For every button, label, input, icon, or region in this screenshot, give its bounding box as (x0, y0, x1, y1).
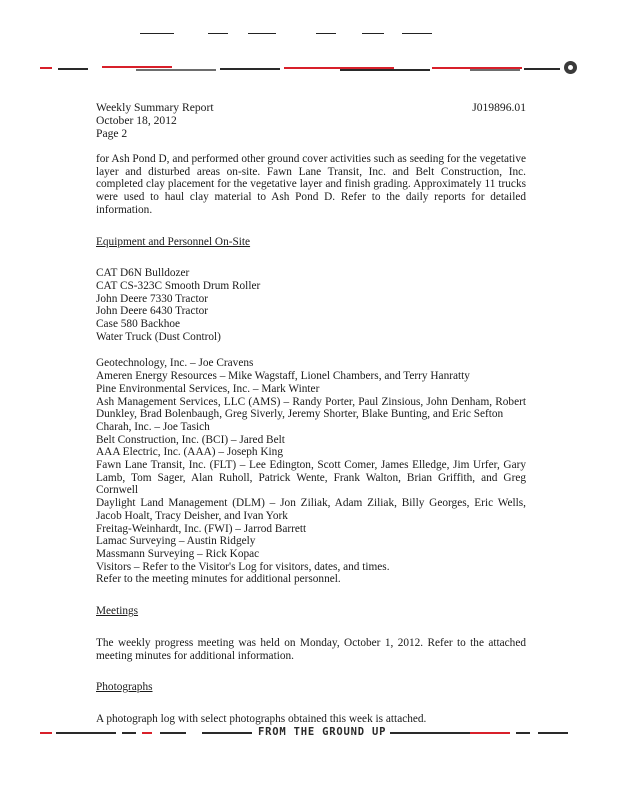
meetings-heading: Meetings (96, 605, 139, 618)
list-item: Massmann Surveying – Rick Kopac (96, 547, 260, 560)
report-date: October 18, 2012 (96, 113, 177, 127)
list-item: Water Truck (Dust Control) (96, 330, 221, 343)
list-item: Pine Environmental Services, Inc. – Mark Winter (96, 382, 320, 395)
page-footer (40, 726, 570, 740)
letterhead-rule (40, 66, 565, 71)
list-item: Freitag-Weinhardt, Inc. (FWI) – Jarrod Barrett (96, 522, 307, 535)
list-item: Refer to the meeting minutes for additional personnel. (96, 573, 341, 586)
equipment-heading: Equipment and Personnel On-Site (96, 235, 251, 248)
list-item: Visitors – Refer to the Visitor's Log for visitors, dates, and times. (96, 560, 390, 573)
personnel-list (96, 357, 526, 586)
list-item: John Deere 7330 Tractor (96, 292, 209, 305)
list-item: Charah, Inc. – Joe Tasich (96, 420, 210, 433)
report-body (96, 153, 526, 726)
page-number: Page 2 (96, 126, 128, 140)
list-item: Belt Construction, Inc. (BCI) – Jared Belt (96, 433, 285, 446)
list-item: Geotechnology, Inc. – Joe Cravens (96, 357, 254, 370)
top-decorative-dashes (140, 33, 440, 37)
list-item: Case 580 Backhoe (96, 318, 181, 331)
page-header (96, 102, 526, 140)
list-item: AAA Electric, Inc. (AAA) – Joseph King (96, 446, 283, 459)
meetings-paragraph: The weekly progress meeting was held on Monday, October 1, 2012. Refer to the attached meeting minutes for additional information. (96, 636, 526, 662)
letterhead-logo-mark (564, 61, 577, 74)
intro-paragraph: for Ash Pond D, and performed other ground cover activities such as seeding for the vegetative layer and disturbed areas on-site. Fawn Lane Transit, Inc. and Belt Construction, Inc. completed clay placement for the vegetative layer and finish grading. Approximately 11 trucks were used to haul clay material to Ash Pond D. Refer to the daily reports for detailed information. (96, 153, 526, 216)
list-item: Daylight Land Management (DLM) – Jon Ziliak, Adam Ziliak, Billy Georges, Eric Wells, Jacob Hoalt, Tracy Deisher, and Ivan York (96, 497, 526, 522)
equipment-list (96, 267, 526, 343)
list-item: CAT D6N Bulldozer (96, 267, 190, 280)
photographs-heading: Photographs (96, 681, 153, 694)
list-item: Ameren Energy Resources – Mike Wagstaff, Lionel Chambers, and Terry Hanratty (96, 370, 470, 383)
list-item: Lamac Surveying – Austin Ridgely (96, 535, 256, 548)
photographs-paragraph: A photograph log with select photographs obtained this week is attached. (96, 712, 427, 725)
list-item: CAT CS-323C Smooth Drum Roller (96, 279, 261, 292)
project-reference: J019896.01 (472, 101, 526, 114)
list-item: John Deere 6430 Tractor (96, 305, 209, 318)
list-item: Fawn Lane Transit, Inc. (FLT) – Lee Edington, Scott Comer, James Elledge, Jim Urfer, Gary Lamb, Tom Sager, Alan Ruholl, Patrick Wente, Frank Walton, Brian Griffith, and Greg Cornwell (96, 459, 526, 497)
footer-slogan: FROM THE GROUND UP (254, 726, 390, 738)
list-item: Ash Management Services, LLC (AMS) – Randy Porter, Paul Zinsious, John Denham, Robert Dunkley, Brad Bolenbaugh, Greg Siverly, Jeremy Shorter, Blake Bunting, and Eric Sefton (96, 395, 526, 421)
report-title: Weekly Summary Report (96, 101, 214, 114)
